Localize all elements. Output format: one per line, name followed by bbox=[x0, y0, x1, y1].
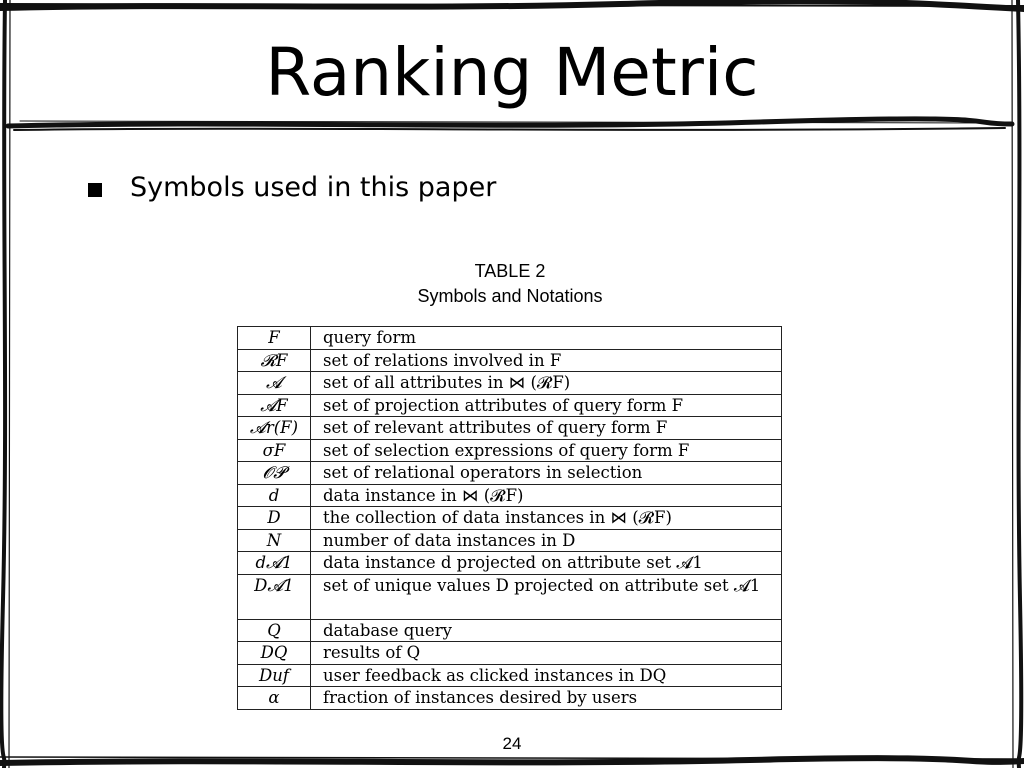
table-row bbox=[238, 484, 782, 507]
symbol-cell: DQ bbox=[238, 642, 311, 665]
description-cell: the collection of data instances in ⋈ (𝓡F) bbox=[311, 507, 782, 530]
description-cell: set of projection attributes of query form F bbox=[311, 394, 782, 417]
symbol-cell: σF bbox=[238, 439, 311, 462]
table-row bbox=[238, 552, 782, 575]
table-row bbox=[238, 664, 782, 687]
description-cell: data instance d projected on attribute set 𝓐1 bbox=[311, 552, 782, 575]
description-cell: set of all attributes in ⋈ (𝓡F) bbox=[311, 372, 782, 395]
table-row bbox=[238, 417, 782, 440]
table-row bbox=[238, 642, 782, 665]
description-cell: query form bbox=[311, 327, 782, 350]
table-row bbox=[238, 372, 782, 395]
page-title: Ranking Metric bbox=[265, 34, 759, 111]
bullet-text: Symbols used in this paper bbox=[130, 172, 497, 203]
bullet-square-icon bbox=[88, 183, 102, 197]
table-row bbox=[238, 394, 782, 417]
symbol-cell: Q bbox=[238, 619, 311, 642]
symbol-cell: D𝓐1 bbox=[238, 574, 311, 619]
description-cell: database query bbox=[311, 619, 782, 642]
symbol-cell: 𝓐r(F) bbox=[238, 417, 311, 440]
description-cell: set of unique values D projected on attribute set 𝓐1 bbox=[311, 574, 782, 619]
symbol-cell: d𝓐1 bbox=[238, 552, 311, 575]
bullet-item bbox=[88, 170, 496, 206]
description-cell: user feedback as clicked instances in DQ bbox=[311, 664, 782, 687]
symbol-cell: Duf bbox=[238, 664, 311, 687]
symbol-cell: 𝓞𝓟 bbox=[238, 462, 311, 485]
table-row bbox=[238, 439, 782, 462]
description-cell: results of Q bbox=[311, 642, 782, 665]
description-cell: data instance in ⋈ (𝓡F) bbox=[311, 484, 782, 507]
table-caption-title: Symbols and Notations bbox=[417, 286, 603, 306]
symbol-cell: d bbox=[238, 484, 311, 507]
symbol-cell: F bbox=[238, 327, 311, 350]
symbols-table bbox=[237, 326, 782, 710]
description-cell: set of relational operators in selection bbox=[311, 462, 782, 485]
description-cell: set of relations involved in F bbox=[311, 349, 782, 372]
symbol-cell: N bbox=[238, 529, 311, 552]
table-row bbox=[238, 462, 782, 485]
table-row bbox=[238, 687, 782, 710]
symbol-cell: α bbox=[238, 687, 311, 710]
table-row bbox=[238, 327, 782, 350]
symbol-cell: 𝓡F bbox=[238, 349, 311, 372]
page-number: 24 bbox=[502, 734, 522, 753]
table-row bbox=[238, 619, 782, 642]
description-cell: number of data instances in D bbox=[311, 529, 782, 552]
table-row bbox=[238, 349, 782, 372]
table-caption-number: TABLE 2 bbox=[474, 261, 546, 281]
table-row bbox=[238, 507, 782, 530]
description-cell: set of selection expressions of query form F bbox=[311, 439, 782, 462]
table-row bbox=[238, 574, 782, 619]
symbol-cell: 𝓐F bbox=[238, 394, 311, 417]
symbol-cell: 𝓐 bbox=[238, 372, 311, 395]
description-cell: fraction of instances desired by users bbox=[311, 687, 782, 710]
table-row bbox=[238, 529, 782, 552]
symbol-cell: D bbox=[238, 507, 311, 530]
description-cell: set of relevant attributes of query form F bbox=[311, 417, 782, 440]
